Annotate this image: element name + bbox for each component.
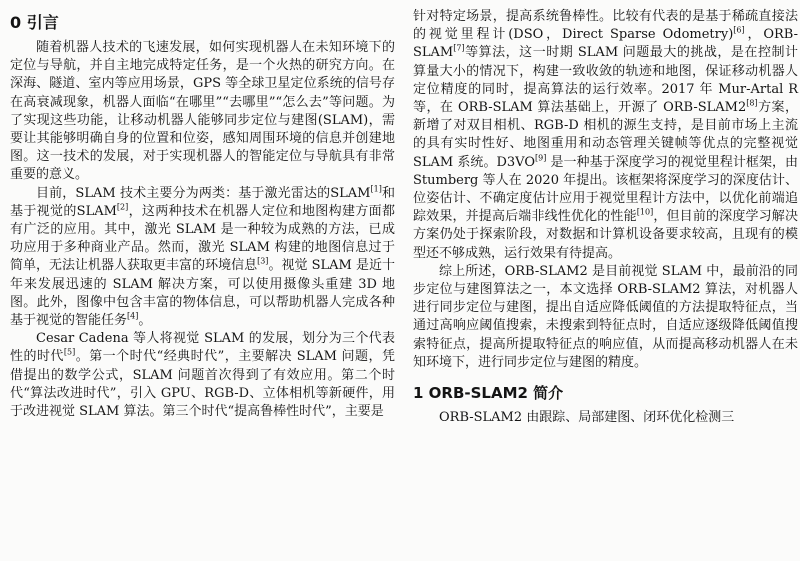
citation-marker: [9] <box>535 153 547 163</box>
paragraph-continued: 针对特定场景，提高系统鲁棒性。比较有代表的是基于稀疏直接法的视觉里程计(DSO，Direct Sparse Odometry)[6]，ORB-SLAM[7]等算法，这一时期 SLAM 问题最大的挑战，是在控制计算量大小的情况下，构建一致收敛的轨迹和地图，保证移动机器人定位精度的同时，提高算法的运行效率。2017 年 Mur-Artal R 等，在 ORB-SLAM 算法基础上，开源了 ORB-SLAM2[8]方案，新增了对双目相机、RGB-D 相机的源生支持，是目前市场上主流的具有实时性好、地图重用和动态管理关键帧等优点的完整视觉 SLAM 系统。D3VO[9] 是一种基于深度学习的视觉里程计框架，由 Stumberg 等人在 2020 年提出。该框架将深度学习的深度估计、位姿估计、不确定度估计应用于视觉里程计方法中，以优化前端追踪效果，并提高后端非线性优化的性能[10]，但目前的深度学习解决方案仍处于探索阶段，对数据和计算机设备要求较高，且现有的模型还不够成熟，运行效果有待提高。 <box>413 9 798 261</box>
citation-marker: [8] <box>746 98 758 108</box>
citation-marker: [3] <box>257 257 269 267</box>
citation-marker: [1] <box>370 184 382 194</box>
paragraph: 目前，SLAM 技术主要分为两类：基于激光雷达的SLAM[1]和基于视觉的SLAM[2]，这两种技术在机器人定位和地图构建方面都有广泛的应用。其中，激光 SLAM 是一种较为成熟的方法，已成功应用于多种商业产品。然而，激光 SLAM 构建的地图信息过于简单，无法让机器人获取更丰富的环境信息[3]。视觉 SLAM 是近十年来发展迅速的 SLAM 解决方案，可以使用摄像头重建 3D 地图。此外，图像中包含丰富的物体信息，可以帮助机器人完成各种基于视觉的智能任务[4]。 <box>10 184 395 329</box>
section-heading-orb-slam2: 1 ORB-SLAM2 简介 <box>413 384 564 403</box>
citation-marker: [10] <box>636 207 654 217</box>
citation-marker: [5] <box>63 348 76 358</box>
section-heading-introduction: 0 引言 <box>10 13 59 32</box>
paragraph: ORB-SLAM2 由跟踪、局部建图、闭环优化检测三 <box>439 410 735 426</box>
paragraph: Cesar Cadena 等人将视觉 SLAM 的发展，划分为三个代表性的时代[5]。第一个时代“经典时代”，主要解决 SLAM 问题，凭借提出的数学公式，SLAM 问题首次得到了有效应用。第二个时代“算法改进时代”，引入 GPU、RGB-D、立体相机等新硬件，用于改进视觉 SLAM 算法。第三个时代“提高鲁棒性时代”，主要是 <box>10 331 395 420</box>
paragraph: 综上所述，ORB-SLAM2 是目前视觉 SLAM 中，最前沿的同步定位与建图算法之一，本文选择 ORB-SLAM2 算法，对机器人进行同步定位与建图，提出自适应降低阈值的方法提取特征点，当通过高响应阈值搜索，未搜索到特征点时，自适应逐级降低阈值搜索特征点，提高所提取特征点的响应值，从而提高移动机器人在未知环境下，进行同步定位与建图的精度。 <box>413 263 798 370</box>
citation-marker: [6] <box>733 25 745 35</box>
paragraph: 随着机器人技术的飞速发展，如何实现机器人在未知环境下的定位与导航，并自主地完成特定任务，是一个火热的研究方向。在深海、隧道、室内等应用场景，GPS 等全球卫星定位系统的信号存在高衰减现象，机器人面临“在哪里”“去哪里”“怎么去”等问题。为了实现这些功能，让移动机器人能够同步定位与建图(SLAM)，需要让其能够明确自身的位置和位姿，感知周围环境的信息并创建地图。这一技术的发展，对于实现机器人的智能定位与导航具有非常重要的意义。 <box>10 40 395 183</box>
left-column <box>10 0 395 421</box>
right-column <box>413 0 798 427</box>
citation-marker: [7] <box>453 44 465 54</box>
citation-marker: [2] <box>116 202 129 212</box>
citation-marker: [4] <box>127 311 139 321</box>
